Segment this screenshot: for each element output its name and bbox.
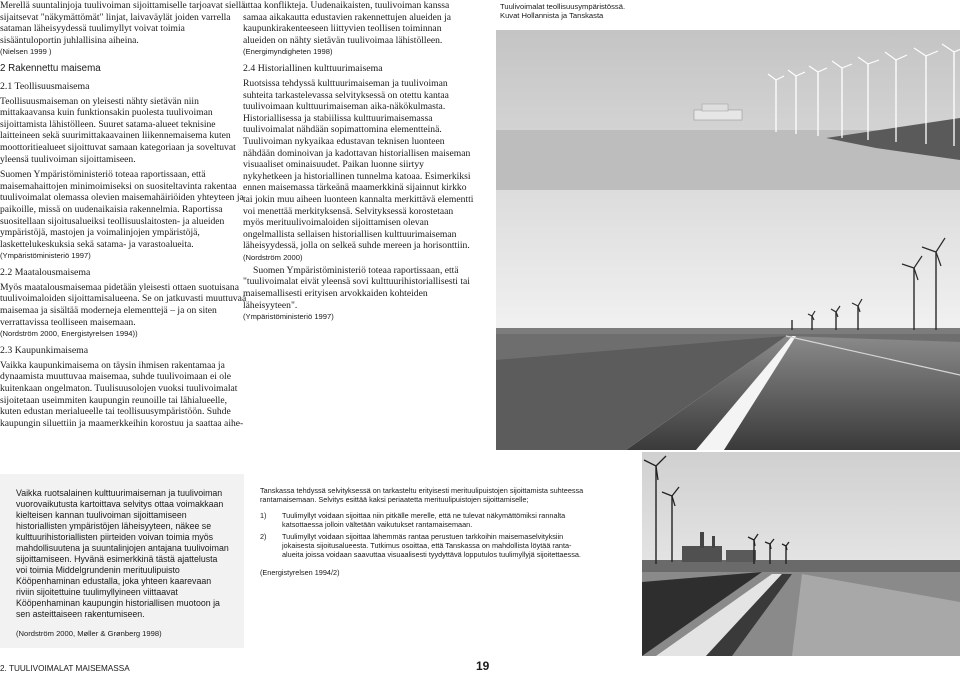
danish-study-source: (Energistyrelsen 1994/2) bbox=[260, 567, 340, 577]
photo-turbines-industrial-canal bbox=[642, 452, 960, 656]
source-historic-2: (Ympäristöministeriö 1997) bbox=[243, 312, 334, 322]
paragraph-industrial-2: Suomen Ympäristöministeriö toteaa raportissaan, että maisemahaittojen minimoimiseksi on suositeltavinta rakentaa tuulivoimalat olemassa olevien maisemahäiriöiden yhteyteen ja paikoille, missä on uudenaikaisia rakennelmia. Raportissa suositellaan sijoitusalueiksi teollisuuslaitosten- ja alueiden ympäristöjä, mastojen ja voimalinjojen ympäristöjä, laskettelukeskuksia sekä satama- ja varastoalueita. bbox=[0, 169, 244, 250]
paragraph-urban-continued: uttaa konflikteja. Uudenaikaisten, tuulivoiman kanssa samaa aikakautta edustavien rakennettujen alueiden ja kaupunkirakenteeseen liittyvien teollisen toiminnan alueiden on nähty sietävän tuulivoimaa lähistölleen. bbox=[243, 0, 452, 46]
text-column-middle bbox=[243, 0, 475, 324]
heading-industrial-landscape: 2.1 Teollisuusmaisema bbox=[0, 80, 90, 92]
heading-agricultural-landscape: 2.2 Maatalousmaisema bbox=[0, 267, 91, 279]
list-item-text: Tuulimyllyt voidaan sijoittaa lähemmäs rantaa perustuen tarkkoihin maisemaselvityksiin jokaisesta sijoitusalueesta. Tutkimus osoittaa, että Tanskassa on mahdollista löytää ranta-alueita joissa voidaan saavuttaa visuaalisesti tyydyttävä lopputulos tuulimyllyjä sijoitettaessa. bbox=[282, 531, 581, 560]
source-industrial: (Ympäristöministeriö 1997) bbox=[0, 251, 91, 261]
paragraph-historic-1: Ruotsissa tehdyssä kulttuurimaiseman ja tuulivoiman suhteita tarkastelevassa selvityksessä on otettu kantaa tuulivoimaan kulttuurimaiseman aika-näkökulmasta. Historiallisessa ja stabiilissa kulttuurimaisemassa tuulivoimalat nähdään sopimattomina elementteinä. Tuulivoiman nykyaikaa edustavan teknisen luonteen nähdään dominoivan ja kadottavan historiallisen maiseman visuaaliset ominaisuudet. Paikan luonne siirtyy nykyhetkeen ja historiallinen tunnelma katoaa. Esimerkiksi ennen maisemassa tärkeänä maamerkkinä sijainnut kirkko tai jokin muu aiheen luonteen kannalta merkittävä elementti voi menettää merkityksensä. Selvityksessä korostetaan myös merituulivoimaloiden sijoittamisen olevan ongelmallista sellaisen historiallisen kulttuurimaiseman läheisyydessä, jolla on selkeä suhde mereen ja horisonttiin. bbox=[243, 77, 474, 252]
list-item-number: 1) bbox=[260, 510, 267, 520]
heading-historic-landscape: 2.4 Historiallinen kulttuurimaisema bbox=[243, 63, 383, 75]
list-item bbox=[260, 511, 590, 530]
caption-line-1: Tuulivoimalat teollisuusympäristössä. bbox=[500, 2, 626, 11]
paragraph-historic-2: Suomen Ympäristöministeriö toteaa raportissaan, että "tuulivoimalat eivät yleensä sovi kulttuurihistoriallisesti tai maisemallisesti erityisen arvokkaiden kohteiden läheisyyteen". bbox=[243, 264, 470, 311]
list-item-text: Tuulimyllyt voidaan sijoittaa niin pitkälle merelle, että ne tulevat näkymättömiksi rannalta katsottaessa jolloin vältetään vaikutukset rantamaisemaan. bbox=[282, 510, 566, 530]
paragraph-industrial-1: Teollisuusmaiseman on yleisesti nähty sietävän niin mittakaavansa kuin funktionsakin puolesta tuulivoiman sijoittamista lähistölleen. Suuret satama-alueet teknisine laitteineen sekä suurimittakaavainen liikennemaisema kuten moottoritiealueet sijoittuvat samaan kategoriaan ja soveltuvat yleensä tuulivoiman sijoittamiseen. bbox=[0, 95, 236, 165]
paragraph-agricultural: Myös maatalousmaisemaa pidetään yleisesti ottaen suotuisana tuulivoimaloiden sijoittamisalueena. Se on jatkuvasti muuttuvaa maisemaa ja sisältää moderneja elementtejä – ja on siten verrattavissa teolliseen maisemaan. bbox=[0, 281, 247, 328]
list-item bbox=[260, 532, 590, 560]
paragraph-urban: Vaikka kaupunkimaisema on täysin ihmisen rakentamaa ja dynaamista muuttuvaa maisemaa, suhde tuulivoimaan ei ole kuitenkaan ongelmaton. Tuulisuusolojen vuoksi tuulivoimalat sijoitetaan useimmiten kaupungin reunoille tai lähialueelle, kuten edustan merialueelle tai teollisuusympäristöön. Suhde kaupungin siluettiin ja maamerkkeihin korostuu ja saattaa aihe- bbox=[0, 359, 244, 429]
page-number: 19 bbox=[476, 659, 490, 673]
intro-source: (Nielsen 1999 ) bbox=[0, 47, 52, 57]
photo-turbines-highway bbox=[496, 30, 960, 450]
intro-paragraph: Merellä suuntalinjoja tuulivoiman sijoittamiselle tarjoavat siellä sijaitsevat "näkymättömät" linjat, laivaväylät joiden varrella sataman läheisyydessä tuulimyllyt voivat toimia sisääntuloportin juhlallisina aiheina. bbox=[0, 0, 246, 46]
grey-info-box bbox=[0, 474, 244, 648]
principle-list bbox=[260, 511, 590, 560]
footer-chapter-title: 2. TUULIVOIMALAT MAISEMASSA bbox=[0, 664, 130, 673]
list-item-number: 2) bbox=[260, 531, 267, 541]
grey-box-text: Vaikka ruotsalainen kulttuurimaiseman ja tuulivoiman vuorovaikutusta kartoittava selvitys ottaa voimakkaan kielteisen kannan tuulivoiman sijoittamiseen historiallisten ympäristöjen läheisyyteen, näkee se kulttuurihistoriallisten piirteiden voivan toimia myös mahdollisuutena ja suuntalinjojen antajana tuulivoiman sijoittamiseen. Hyvänä esimerkkinä tästä ajattelusta voi toimia Middelgrundenin merituulipuisto Kööpenhaminan edustalla, joka yhteen kaarevaan riviin sijoitettuine tuulimyllyineen viittaavat Kööpenhaminan kaupungin historiallisen muotoon ja sen asteittaiseen rakentumiseen. bbox=[16, 488, 229, 619]
text-column-left bbox=[0, 0, 248, 429]
photo-caption bbox=[500, 2, 960, 20]
danish-study-box bbox=[260, 486, 590, 577]
danish-study-intro: Tanskassa tehdyssä selvityksessä on tarkasteltu erityisesti merituulipuistojen sijoittamista suhteessa rantamaisemaan. Selvitys esittää kaksi periaatetta merituulipuistojen sijoittamiselle; bbox=[260, 486, 584, 505]
source-historic-1: (Nordström 2000) bbox=[243, 252, 303, 262]
caption-line-2: Kuvat Hollannista ja Tanskasta bbox=[500, 11, 604, 20]
grey-box-source: (Nordström 2000, Møller & Grønberg 1998) bbox=[16, 629, 162, 638]
section-heading-built-landscape: 2 Rakennettu maisema bbox=[0, 63, 101, 75]
source-agricultural: (Nordström 2000, Energistyrelsen 1994)) bbox=[0, 329, 138, 339]
heading-urban-landscape: 2.3 Kaupunkimaisema bbox=[0, 345, 89, 357]
source-urban: (Energimyndigheten 1998) bbox=[243, 47, 333, 57]
